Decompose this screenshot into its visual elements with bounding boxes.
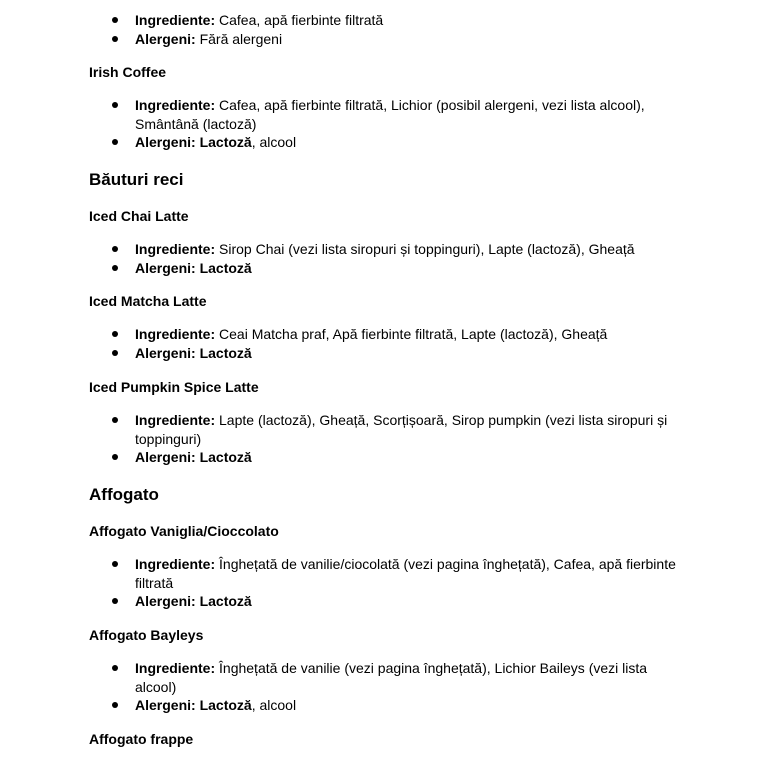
ingredients-text: Cafea, apă fierbinte filtrată, Lichior (posibil alergeni, vezi lista alcool), Smântână (lactoză) xyxy=(135,97,645,132)
ingredients-label: Ingrediente: xyxy=(135,326,216,342)
allergens-label: Alergeni: xyxy=(135,134,196,150)
item-title-affogato-vaniglia: Affogato Vaniglia/Cioccolato xyxy=(89,523,279,539)
allergens-label: Alergeni: xyxy=(135,344,196,361)
allergens-bold: Lactoză xyxy=(195,697,252,713)
list-item xyxy=(0,555,768,592)
bullet-icon xyxy=(112,702,118,708)
ingredients-text: Înghețată de vanilie (vezi pagina înghețată), Lichior Baileys (vezi lista alcool) xyxy=(135,660,648,695)
list-item xyxy=(0,240,768,259)
bullet-icon xyxy=(112,139,118,145)
iced-pumpkin-list xyxy=(0,411,768,467)
bullet-icon xyxy=(112,598,118,604)
allergens-label: Alergeni: xyxy=(135,449,196,465)
item-title-iced-matcha-latte: Iced Matcha Latte xyxy=(89,293,207,309)
bullet-icon xyxy=(112,454,118,460)
allergens-text: Fără alergeni xyxy=(195,30,283,47)
bullet-icon xyxy=(112,417,118,423)
ingredients-label: Ingrediente: xyxy=(135,412,216,428)
allergens-label: Alergeni: xyxy=(135,30,196,47)
list-item xyxy=(0,325,768,344)
bullet-icon xyxy=(112,561,118,567)
list-item xyxy=(0,659,768,696)
ingredients-text: Lapte (lactoză), Gheață, Scorțișoară, Sirop pumpkin (vezi lista siropuri și toppinguri) xyxy=(135,412,668,447)
bullet-icon xyxy=(112,102,118,108)
list-item xyxy=(0,133,768,152)
list-item xyxy=(0,592,768,611)
list-item xyxy=(0,411,768,448)
bullet-icon xyxy=(112,265,118,271)
allergens-bold: Lactoză xyxy=(195,593,252,609)
ingredients-label: Ingrediente: xyxy=(135,660,216,676)
affogato-vaniglia-list xyxy=(0,555,768,611)
allergens-bold: Lactoză xyxy=(195,259,252,276)
allergens-bold: Lactoză xyxy=(195,134,252,150)
allergens-bold: Lactoză xyxy=(195,449,252,465)
section-title-affogato: Affogato xyxy=(89,485,159,504)
item-title-irish-coffee: Irish Coffee xyxy=(89,64,167,80)
item-title-affogato-bayleys: Affogato Bayleys xyxy=(89,627,204,643)
affogato-bayleys-list xyxy=(0,659,768,715)
bullet-icon xyxy=(112,36,118,42)
ingredients-label: Ingrediente: xyxy=(135,241,216,257)
item-title-affogato-frappe: Affogato frappe xyxy=(89,731,194,747)
irish-coffee-list xyxy=(0,96,768,152)
list-item xyxy=(0,30,768,49)
coffee-top-list xyxy=(0,11,768,48)
bullet-icon xyxy=(112,246,118,252)
allergens-label: Alergeni: xyxy=(135,697,196,713)
bullet-icon xyxy=(112,665,118,671)
item-title-iced-chai-latte: Iced Chai Latte xyxy=(89,208,189,224)
list-item xyxy=(0,696,768,715)
ingredients-text: Cafea, apă fierbinte filtrată xyxy=(215,12,384,28)
allergens-label: Alergeni: xyxy=(135,593,196,609)
bullet-icon xyxy=(112,331,118,337)
allergens-text: , alcool xyxy=(251,697,297,713)
list-item xyxy=(0,11,768,30)
iced-matcha-list xyxy=(0,325,768,362)
item-title-iced-pumpkin-spice-latte: Iced Pumpkin Spice Latte xyxy=(89,379,259,395)
ingredients-label: Ingrediente: xyxy=(135,12,216,28)
ingredients-label: Ingrediente: xyxy=(135,97,216,113)
ingredients-text: Sirop Chai (vezi lista siropuri și toppinguri), Lapte (lactoză), Gheață xyxy=(215,241,635,257)
ingredients-label: Ingrediente: xyxy=(135,556,216,572)
ingredients-text: Înghețată de vanilie/ciocolată (vezi pagina înghețată), Cafea, apă fierbinte filtrată xyxy=(135,556,676,591)
allergens-bold: Lactoză xyxy=(195,344,252,361)
list-item xyxy=(0,448,768,467)
iced-chai-list xyxy=(0,240,768,277)
ingredients-text: Ceai Matcha praf, Apă fierbinte filtrată, Lapte (lactoză), Gheață xyxy=(215,326,608,342)
allergens-text: , alcool xyxy=(251,134,297,150)
list-item xyxy=(0,259,768,278)
bullet-icon xyxy=(112,17,118,23)
bullet-icon xyxy=(112,350,118,356)
section-title-cold-drinks: Băuturi reci xyxy=(89,170,184,189)
allergens-label: Alergeni: xyxy=(135,259,196,276)
list-item xyxy=(0,344,768,363)
list-item xyxy=(0,96,768,133)
